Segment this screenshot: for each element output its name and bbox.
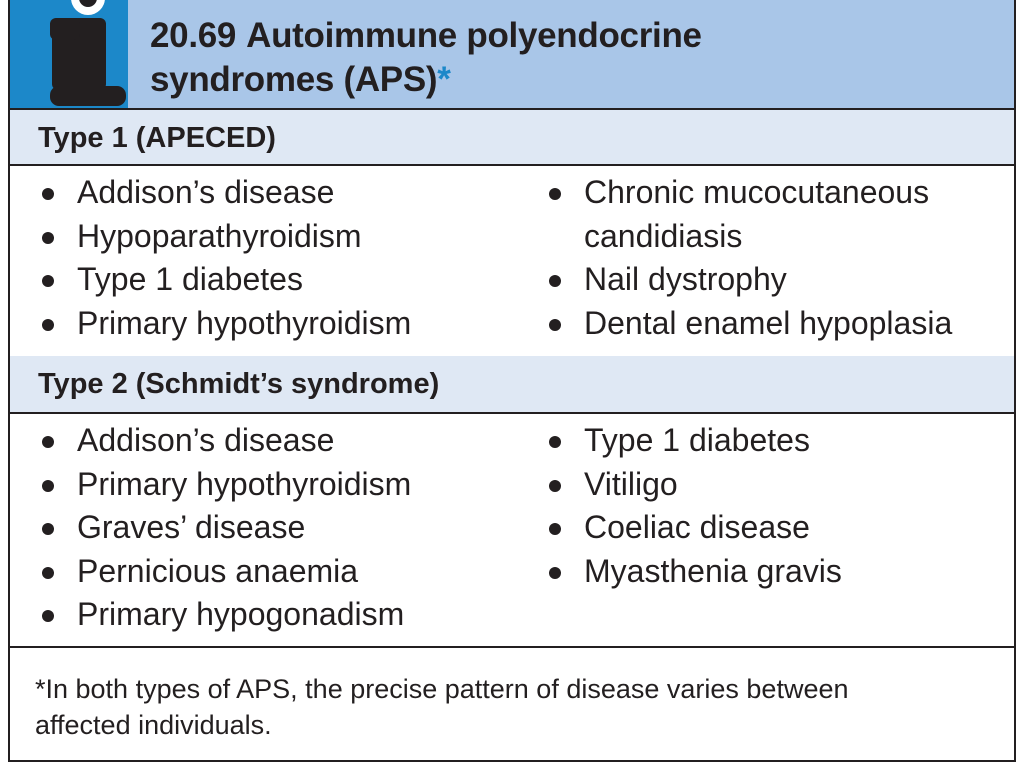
list-item: Myasthenia gravis xyxy=(545,550,1005,594)
title-line-1 xyxy=(150,14,702,58)
footnote-line-1: *In both types of APS, the precise pattern of disease varies between xyxy=(35,674,849,704)
title-asterisk: * xyxy=(437,60,451,99)
list-item: Primary hypothyroidism xyxy=(38,463,508,507)
type1-right-list xyxy=(545,171,1005,345)
list-item: Chronic mucocutaneous xyxy=(545,171,1005,215)
type2-heading: Type 2 (Schmidt’s syndrome) xyxy=(38,368,440,400)
title-text-1: Autoimmune polyendocrine xyxy=(246,16,702,55)
list-item: Addison’s disease xyxy=(38,171,508,215)
box-header xyxy=(10,0,1014,108)
title-text-2: syndromes (APS) xyxy=(150,60,438,99)
list-item: Nail dystrophy xyxy=(545,258,1005,302)
list-item: Primary hypothyroidism xyxy=(38,302,508,346)
list-item: Dental enamel hypoplasia xyxy=(545,302,1005,346)
footer-divider xyxy=(10,646,1014,648)
type1-heading: Type 1 (APECED) xyxy=(38,122,276,154)
list-item: Vitiligo xyxy=(545,463,1005,507)
box-number: 20.69 xyxy=(150,16,237,55)
type1-left-list xyxy=(38,171,508,345)
type2-left-list xyxy=(38,419,508,637)
list-item: Pernicious anaemia xyxy=(38,550,508,594)
type2-heading-row xyxy=(10,356,1014,414)
footnote xyxy=(35,671,935,743)
box-title xyxy=(150,14,702,102)
info-box xyxy=(8,0,1016,762)
list-item: Type 1 diabetes xyxy=(38,258,508,302)
list-item: Type 1 diabetes xyxy=(545,419,1005,463)
title-line-2 xyxy=(150,58,702,102)
type2-right-list xyxy=(545,419,1005,593)
list-item-continuation: candidiasis xyxy=(584,217,743,254)
type1-heading-row xyxy=(10,108,1014,166)
list-item: Primary hypogonadism xyxy=(38,593,508,637)
list-item: Hypoparathyroidism xyxy=(38,215,508,259)
list-item: Graves’ disease xyxy=(38,506,508,550)
list-item: Coeliac disease xyxy=(545,506,1005,550)
info-icon xyxy=(10,0,128,108)
list-item: Addison’s disease xyxy=(38,419,508,463)
footnote-line-2: affected individuals. xyxy=(35,710,272,740)
info-tab xyxy=(10,0,128,108)
